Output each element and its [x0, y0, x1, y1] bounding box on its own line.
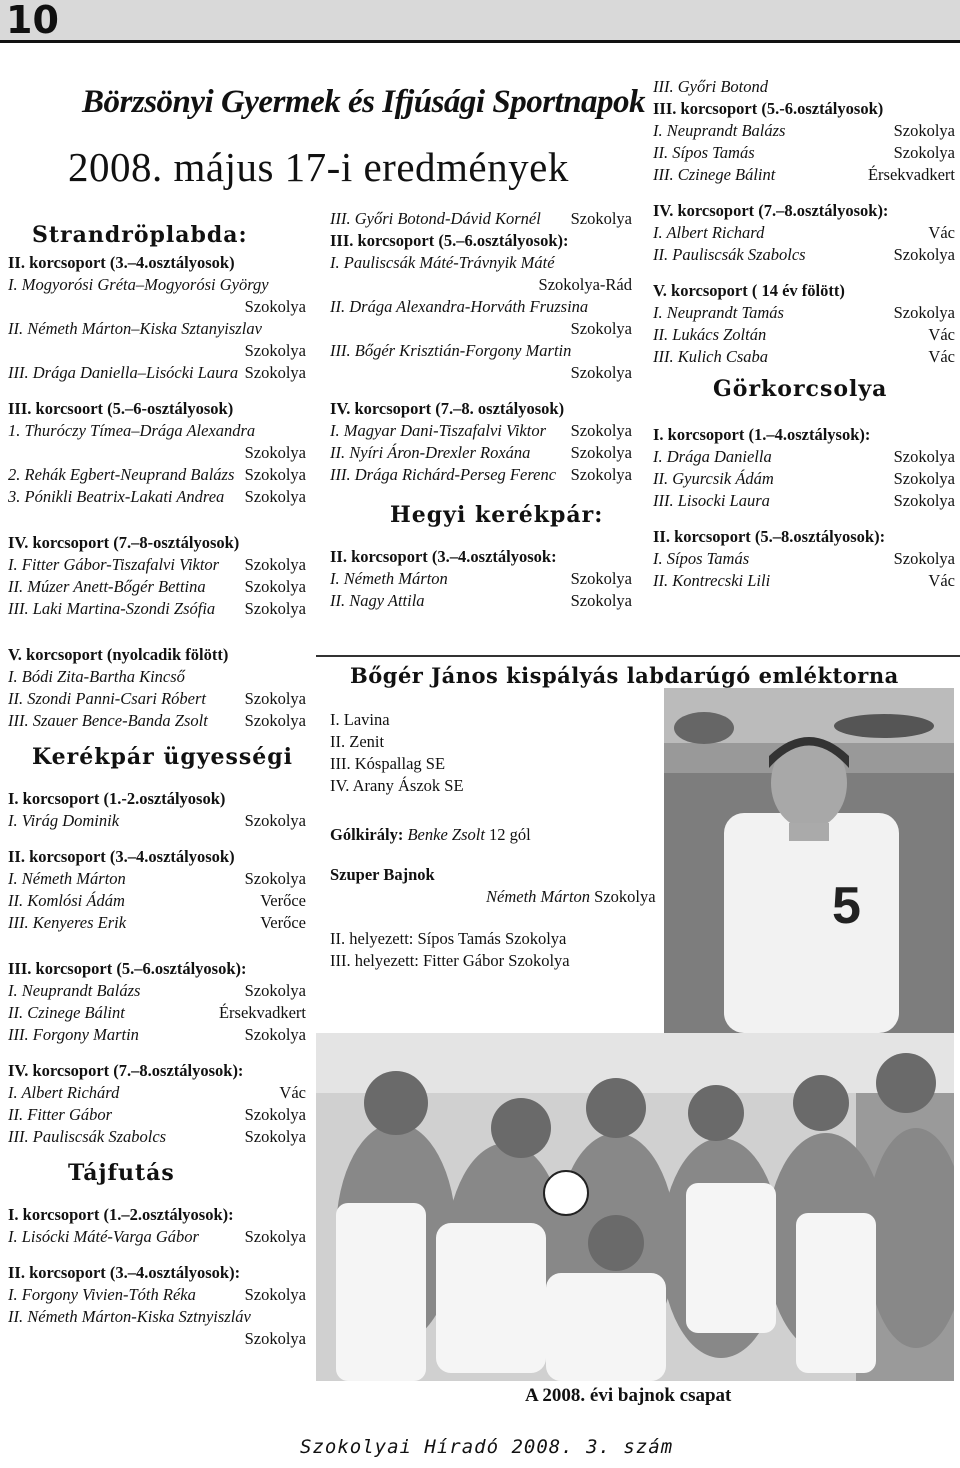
result-name: I. Virág Dominik [8, 811, 120, 830]
svg-text:5: 5 [832, 877, 861, 935]
result-name: II. Németh Márton-Kiska Sztnyiszláv [8, 1307, 251, 1326]
spacer [653, 186, 955, 200]
football-results [330, 709, 660, 972]
result-town: Szokolya [244, 811, 306, 830]
result-row [8, 1226, 306, 1248]
result-town: Szokolya [244, 689, 306, 708]
result-row [653, 164, 955, 186]
third-place: III. helyezett: Fitter Gábor Szokolya [330, 951, 570, 970]
result-town: Szokolya [893, 245, 955, 264]
section-divider [316, 655, 960, 657]
spacer [8, 1046, 306, 1060]
category-heading: IV. korcsoport (7.–8. osztályosok) [330, 399, 565, 418]
result-town: Szokolya [570, 363, 632, 382]
result-town: Szokolya [244, 711, 306, 730]
result-town: Szokolya [244, 869, 306, 888]
results-column-3 [653, 76, 955, 592]
result-town: Szokolya [244, 981, 306, 1000]
result-name: I. Neuprandt Tamás [653, 303, 784, 322]
category-heading: V. korcsoport (nyolcadik fölött) [8, 645, 229, 664]
category-heading: IV. korcsoport (7.–8.osztályosok): [653, 201, 889, 220]
result-name: 2. Rehák Egbert-Neuprand Balázs [8, 465, 235, 484]
category-heading: II. korcsoport (3.–4.osztályosok) [8, 847, 235, 866]
result-name: I. Mogyorósi Gréta–Mogyorósi György [8, 275, 269, 294]
result-name: I. Németh Márton [8, 869, 126, 888]
football-heading: Bőgér János kispályás labdarúgó emléktorna [350, 663, 899, 688]
result-name: II. Kontrecski Lili [653, 571, 771, 590]
spacer [653, 512, 955, 526]
result-name: I. Albert Richard [653, 223, 765, 242]
spacer [8, 1248, 306, 1262]
result-town: Érsekvadkert [867, 165, 955, 184]
result-name: I. Fitter Gábor-Tiszafalvi Viktor [8, 555, 220, 574]
result-name: II. Drága Alexandra-Horváth Fruzsina [330, 297, 589, 316]
result-row [8, 598, 306, 620]
result-town: Szokolya [244, 363, 306, 382]
result-row [653, 120, 955, 142]
result-name: II. Nyíri Áron-Drexler Roxána [330, 443, 531, 462]
result-name: II. Komlósi Ádám [8, 891, 125, 910]
result-name: I. Magyar Dani-Tiszafalvi Viktor [330, 421, 547, 440]
result-name: I. Németh Márton [330, 569, 448, 588]
spacer [653, 266, 955, 280]
category-heading: IV. korcsoport (7.–8.osztályosok): [8, 1061, 244, 1080]
result-row [8, 688, 306, 710]
result-row [330, 568, 632, 590]
team-photo [316, 1033, 954, 1381]
result-name: I. Pauliscsák Máté-Trávnyik Máté [330, 253, 555, 272]
result-row [653, 446, 955, 468]
second-place: II. helyezett: Sípos Tamás Szokolya [330, 929, 567, 948]
result-row [330, 464, 632, 486]
category-heading: V. korcsoport ( 14 év fölött) [653, 281, 845, 300]
result-town: Szokolya [244, 487, 306, 506]
result-row [653, 490, 955, 512]
result-name: III. Pauliscsák Szabolcs [8, 1127, 167, 1146]
section-heading: Hegyi kerékpár: [390, 502, 604, 528]
result-name: III. Szauer Bence-Banda Zsolt [8, 711, 208, 730]
result-town: Szokolya [244, 1105, 306, 1124]
place-1: I. Lavina [330, 710, 390, 729]
result-town: Vác [928, 571, 955, 590]
result-row [8, 1126, 306, 1148]
result-row [8, 1104, 306, 1126]
result-town: Szokolya [244, 443, 306, 462]
result-row [8, 1002, 306, 1024]
result-name: I. Albert Richárd [8, 1083, 120, 1102]
result-town: Szokolya [244, 297, 306, 316]
result-town: Szokolya [244, 341, 306, 360]
result-town: Szokolya [893, 549, 955, 568]
page-title: Börzsönyi Gyermek és Ifjúsági Sportnapok [82, 84, 646, 120]
category-heading: I. korcsoport (1.–2.osztályosok): [8, 1205, 234, 1224]
result-town: Szokolya [570, 319, 632, 338]
result-name: II. Lukács Zoltán [653, 325, 767, 344]
result-row [8, 1024, 306, 1046]
spacer [8, 508, 306, 532]
result-row [653, 302, 955, 324]
result-row [8, 464, 306, 486]
result-town: Szokolya [244, 1025, 306, 1044]
place-4: IV. Arany Ászok SE [330, 776, 464, 795]
result-town: Vác [928, 325, 955, 344]
result-row [653, 222, 955, 244]
result-town: Szokolya [244, 555, 306, 574]
result-row [653, 244, 955, 266]
result-row [330, 590, 632, 612]
result-town: Szokolya [893, 491, 955, 510]
spacer [8, 832, 306, 846]
page-subtitle: 2008. május 17-i eredmények [68, 144, 569, 190]
result-name: II. Gyurcsik Ádám [653, 469, 774, 488]
top-scorer-name: Benke Zsolt [407, 825, 485, 844]
section-heading: Kerékpár ügyességi [32, 744, 294, 770]
result-name: I. Bódi Zita-Bartha Kincső [8, 667, 185, 686]
category-heading: III. korcsoport (5.–6.osztályosok): [8, 959, 247, 978]
result-town: Szokolya [244, 1227, 306, 1246]
spacer [8, 620, 306, 644]
result-town: Szokolya [570, 591, 632, 610]
result-town: Szokolya [570, 569, 632, 588]
result-town: Szokolya [893, 469, 955, 488]
result-town: Szokolya [893, 143, 955, 162]
category-heading: II. korcsoport (3.–4.osztályosok): [8, 1263, 241, 1282]
result-row [8, 576, 306, 598]
result-town: Szokolya [570, 209, 632, 228]
category-heading: I. korcsoport (1.–4.osztálysok): [653, 425, 871, 444]
result-row [653, 468, 955, 490]
result-row [330, 420, 632, 442]
result-name: I. Sípos Tamás [653, 549, 750, 568]
result-town: Szokolya [893, 121, 955, 140]
result-name: II. Sípos Tamás [653, 143, 755, 162]
result-name: II. Pauliscsák Szabolcs [653, 245, 806, 264]
result-row [8, 554, 306, 576]
result-name: II. Múzer Anett-Bőgér Bettina [8, 577, 206, 596]
place-3: III. Kóspallag SE [330, 754, 446, 773]
result-row [330, 208, 632, 230]
super-champion-town: Szokolya [594, 887, 656, 906]
category-heading: III. korcsoport (5.-6.osztályosok) [653, 99, 884, 118]
footer-publication: Szokolyai Híradó 2008. 3. szám [300, 1436, 674, 1458]
super-champion-name: Németh Márton [486, 887, 591, 906]
result-town: Szokolya [244, 1329, 306, 1348]
result-name: III. Győri Botond [653, 77, 769, 96]
results-column-2 [330, 208, 632, 612]
category-heading: II. korcsoport (5.–8.osztályosok): [653, 527, 886, 546]
result-town: Verőce [260, 913, 306, 932]
boy-photo [664, 688, 954, 1033]
spacer [330, 486, 632, 500]
spacer [330, 384, 632, 398]
result-town: Szokolya-Rád [538, 275, 632, 294]
result-row [653, 570, 955, 592]
page-number-bar [0, 0, 960, 43]
spacer [330, 532, 632, 546]
super-champion-label: Szuper Bajnok [330, 865, 435, 884]
result-name: III. Kulich Csaba [653, 347, 769, 366]
place-2: II. Zenit [330, 732, 385, 751]
top-scorer-goals: 12 gól [489, 825, 531, 844]
result-town: Szokolya [244, 1127, 306, 1146]
result-name: 3. Pónikli Beatrix-Lakati Andrea [8, 487, 225, 506]
spacer [653, 410, 955, 424]
result-row [8, 810, 306, 832]
result-town: Vác [928, 347, 955, 366]
result-row [8, 890, 306, 912]
spacer [8, 1190, 306, 1204]
photo-caption: A 2008. évi bajnok csapat [525, 1385, 732, 1406]
page-number: 10 [6, 0, 59, 42]
result-name: III. Drága Daniella–Lisócki Laura [8, 363, 239, 382]
result-name: III. Laki Martina-Szondi Zsófia [8, 599, 216, 618]
spacer [8, 774, 306, 788]
category-heading: III. korcsoort (5.–6-osztályosok) [8, 399, 234, 418]
result-town: Szokolya [244, 465, 306, 484]
result-row [8, 912, 306, 934]
result-name: I. Neuprandt Balázs [8, 981, 141, 1000]
result-town: Érsekvadkert [218, 1003, 306, 1022]
result-row [330, 442, 632, 464]
category-heading: I. korcsoport (1.-2.osztályosok) [8, 789, 226, 808]
result-town: Vác [928, 223, 955, 242]
result-name: II. Fitter Gábor [8, 1105, 113, 1124]
result-name: III. Czinege Bálint [653, 165, 776, 184]
result-name: I. Drága Daniella [653, 447, 772, 466]
result-name: III. Bőgér Krisztián-Forgony Martin [330, 341, 572, 360]
result-name: I. Neuprandt Balázs [653, 121, 786, 140]
result-row [653, 548, 955, 570]
result-town: Vác [279, 1083, 306, 1102]
spacer [8, 384, 306, 398]
section-heading: Strandröplabda: [32, 222, 248, 248]
result-name: II. Czinege Bálint [8, 1003, 125, 1022]
result-row [653, 346, 955, 368]
category-heading: II. korcsoport (3.–4.osztályosok: [330, 547, 557, 566]
result-name: III. Győri Botond-Dávid Kornél [330, 209, 541, 228]
results-column-1 [8, 224, 306, 1350]
result-town: Szokolya [570, 421, 632, 440]
result-row [653, 324, 955, 346]
result-name: II. Szondi Panni-Csari Róbert [8, 689, 206, 708]
result-name: III. Kenyeres Erik [8, 913, 127, 932]
result-town: Verőce [260, 891, 306, 910]
result-name: III. Forgony Martin [8, 1025, 139, 1044]
category-heading: II. korcsoport (3.–4.osztályosok) [8, 253, 235, 272]
result-row [8, 868, 306, 890]
category-heading: III. korcsoport (5.–6.osztályosok): [330, 231, 569, 250]
result-name: III. Lisocki Laura [653, 491, 770, 510]
result-name: III. Drága Richárd-Perseg Ferenc [330, 465, 557, 484]
top-scorer-label: Gólkirály: [330, 825, 404, 844]
result-town: Szokolya [570, 443, 632, 462]
result-row [8, 1082, 306, 1104]
category-heading: IV. korcsoport (7.–8-osztályosok) [8, 533, 240, 552]
spacer [8, 934, 306, 958]
result-name: II. Nagy Attila [330, 591, 425, 610]
result-row [8, 710, 306, 732]
result-town: Szokolya [893, 447, 955, 466]
result-row [8, 980, 306, 1002]
result-town: Szokolya [244, 577, 306, 596]
result-name: II. Németh Márton–Kiska Sztanyiszlav [8, 319, 262, 338]
result-name: I. Forgony Vivien-Tóth Réka [8, 1285, 196, 1304]
result-town: Szokolya [893, 303, 955, 322]
result-town: Szokolya [570, 465, 632, 484]
section-heading: Görkorcsolya [713, 376, 888, 402]
result-name: I. Lisócki Máté-Varga Gábor [8, 1227, 199, 1246]
result-town: Szokolya [244, 599, 306, 618]
section-heading: Tájfutás [68, 1160, 175, 1186]
result-row [8, 362, 306, 384]
result-row [653, 142, 955, 164]
result-row [8, 486, 306, 508]
result-name: 1. Thuróczy Tímea–Drága Alexandra [8, 421, 256, 440]
result-row [8, 1284, 306, 1306]
result-town: Szokolya [244, 1285, 306, 1304]
